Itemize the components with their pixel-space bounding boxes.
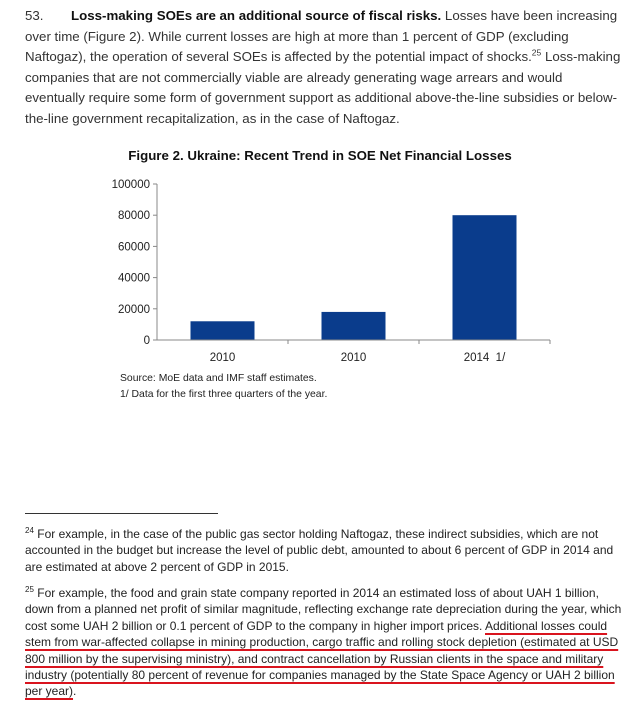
bars xyxy=(191,215,517,340)
x-axis xyxy=(157,340,550,364)
x-tick-label: 2010 xyxy=(209,352,236,364)
y-tick-label: 40000 xyxy=(118,272,150,285)
footnote-24 xyxy=(25,526,627,575)
footnote-25-text: For example, the food and grain state company reported in 2014 an estimated loss of about UAH 1 billion, down from a planned net profit of similar magnitude, reflecting exchange rate depreciation during the year, which cost some UAH 2 billion or 0.1 percent of GDP to the company in higher import prices. xyxy=(25,586,622,633)
y-axis xyxy=(112,179,157,347)
bar xyxy=(322,312,386,340)
y-tick-label: 20000 xyxy=(118,303,150,316)
y-tick-label: 100000 xyxy=(111,179,150,191)
x-tick-label: 2010 xyxy=(340,352,367,364)
paragraph-lead: Loss-making SOEs are an additional source of fiscal risks. xyxy=(71,8,442,23)
footnote-25-highlighted: Additional losses could stem from war-affected collapse in mining production, cargo traffic and rolling stock depletion (estimated at USD 800 million by the supervising ministry), and contract cancellation by Russian clients in the space and military industry (potentially 80 percent of revenue for companies managed by the State Space Agency or UAH 2 billion per year) xyxy=(25,618,619,699)
paragraph-text-b: Loss-making companies that are not commercially viable are already generating wage arrears and would eventually require some form of government support as additional above-the-line subsidies or below-the-line government recapitalization, as in the case of Naftogaz. xyxy=(25,49,621,126)
footnote-25 xyxy=(25,585,627,700)
y-tick-label: 80000 xyxy=(118,210,150,223)
figure-source: Source: MoE data and IMF staff estimates. xyxy=(120,373,317,384)
paragraph-text-a: Losses have been increasing over time (Figure 2). While current losses are high at more than 1 percent of GDP (excluding Naftogaz), the operation of several SOEs is affected by the potential impact of shocks. xyxy=(25,8,618,65)
x-tick-label: 2014 1/ xyxy=(463,352,506,364)
footnote-24-text: For example, in the case of the public gas sector holding Naftogaz, these indirect subsidies, which are not accounted in the budget but increase the level of public debt, amounted to about 6 percent of GDP in 2014 and are estimated at above 2 percent of GDP in 2015. xyxy=(25,527,614,574)
figure-note: 1/ Data for the first three quarters of the year. xyxy=(120,389,328,400)
bar xyxy=(453,215,517,340)
figure-title: Figure 2. Ukraine: Recent Trend in SOE Net Financial Losses xyxy=(128,148,512,163)
footnote-separator xyxy=(25,513,218,514)
footnote-mark-25: 25 xyxy=(25,585,34,594)
footnote-ref-25[interactable]: 25 xyxy=(531,47,542,58)
footnote-mark-24: 24 xyxy=(25,526,34,535)
paragraph-number: 53. xyxy=(25,8,44,23)
y-tick-label: 0 xyxy=(143,335,150,347)
footnote-25-end: . xyxy=(73,684,77,699)
y-tick-label: 60000 xyxy=(118,241,150,254)
bar xyxy=(191,321,255,340)
